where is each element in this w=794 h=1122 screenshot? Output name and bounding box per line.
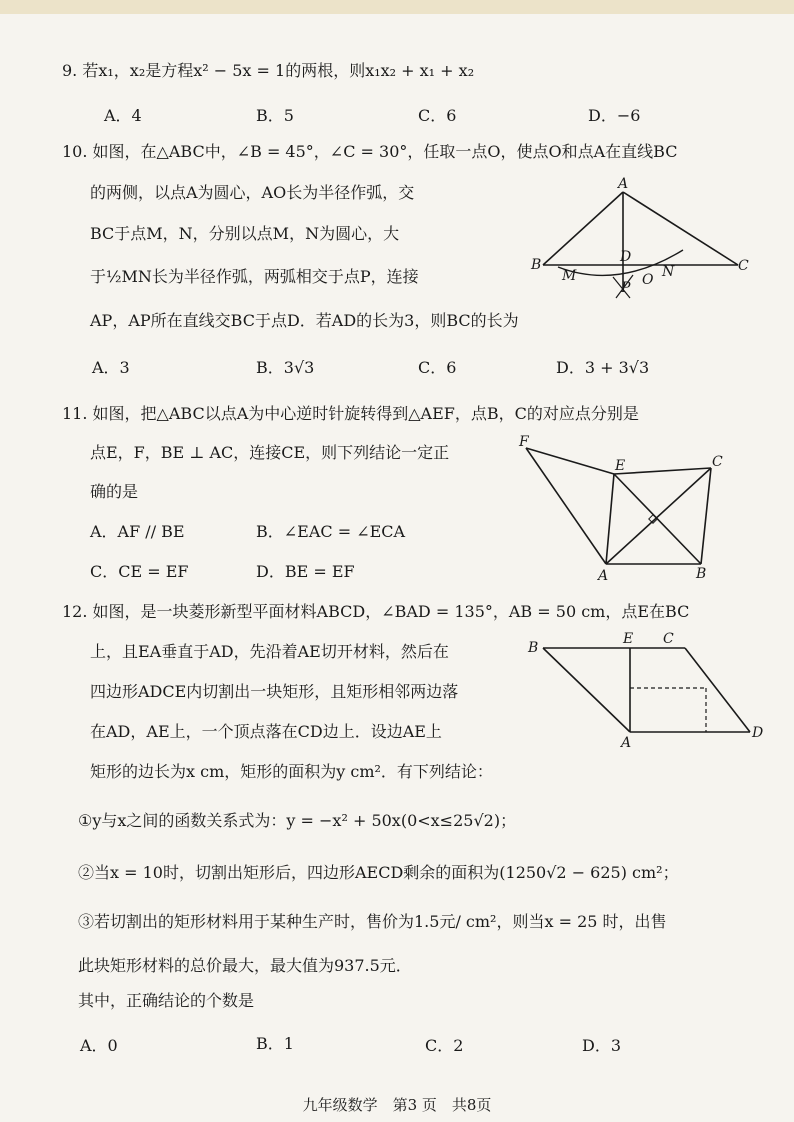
- q12-conclusion-2: ②当x = 10时，切割出矩形后，四边形AECD剩余的面积为(1250√2 − 625) cm²；: [78, 863, 679, 882]
- q12-stem-line4: 在AD，AE上，一个顶点落在CD边上．设边AE上: [90, 722, 442, 741]
- q10-stem-line4: 于½MN长为半径作弧，两弧相交于点P，连接: [90, 267, 419, 286]
- q11-stem-line2: 点E，F，BE ⊥ AC，连接CE，则下列结论一定正: [90, 443, 450, 462]
- q12-question: 其中，正确结论的个数是: [78, 991, 255, 1010]
- q11-option-b: B．∠EAC = ∠ECA: [256, 522, 406, 541]
- q12-option-a: A．0: [80, 1036, 118, 1055]
- q10-label-p: P: [621, 280, 631, 296]
- q9-stem: 9. 若x₁，x₂是方程x² − 5x = 1的两根，则x₁x₂ + x₁ + x₂: [62, 61, 475, 80]
- q12-stem-line5: 矩形的边长为x cm，矩形的面积为y cm²．有下列结论：: [90, 762, 493, 781]
- q12-option-d: D．3: [582, 1036, 622, 1055]
- q12-label-b: B: [528, 640, 539, 656]
- q11-label-a: A: [598, 568, 609, 584]
- q11-label-b: B: [696, 566, 707, 582]
- q11-figure: [516, 432, 728, 582]
- q12-stem-line2: 上，且EA垂直于AD，先沿着AE切开材料，然后在: [90, 642, 449, 661]
- q12-stem-line3: 四边形ADCE内切割出一块矩形，且矩形相邻两边落: [90, 682, 459, 701]
- q10-option-c: C．6: [418, 358, 457, 377]
- q10-stem-line5: AP，AP所在直线交BC于点D．若AD的长为3，则BC的长为: [90, 311, 519, 330]
- q11-label-c: C: [712, 454, 723, 470]
- q12-conclusion-1: ①y与x之间的函数关系式为：y = −x² + 50x(0<x≤25√2)；: [78, 811, 517, 830]
- q9-option-c: C．6: [418, 106, 457, 125]
- q11-option-a: A．AF // BE: [90, 522, 185, 541]
- q11-label-f: F: [519, 434, 529, 450]
- q10-stem-line2: 的两侧，以点A为圆心，AO长为半径作弧，交: [90, 183, 415, 202]
- scan-top-edge: [0, 0, 794, 14]
- q12-option-c: C．2: [425, 1036, 464, 1055]
- q9-option-d: D．−6: [588, 106, 641, 125]
- q12-label-c: C: [663, 631, 674, 647]
- q11-stem-line3: 确的是: [90, 482, 139, 501]
- q11-option-d: D．BE = EF: [256, 562, 355, 581]
- q10-figure: [528, 172, 758, 302]
- q10-option-b: B．3√3: [256, 358, 315, 377]
- q12-label-d: D: [752, 725, 764, 741]
- q9-option-b: B．5: [256, 106, 294, 125]
- q12-stem-line1: 12. 如图，是一块菱形新型平面材料ABCD，∠BAD = 135°，AB = 50 cm，点E在BC: [62, 602, 690, 621]
- q11-label-e: E: [615, 458, 626, 474]
- q10-option-d: D．3 + 3√3: [556, 358, 650, 377]
- q10-label-c: C: [738, 258, 749, 274]
- q11-stem-line1: 11. 如图，把△ABC以点A为中心逆时针旋转得到△AEF，点B，C的对应点分别是: [62, 404, 639, 423]
- q10-stem-line3: BC于点M，N，分别以点M，N为圆心，大: [90, 224, 400, 243]
- q10-option-a: A．3: [92, 358, 130, 377]
- q12-option-b: B．1: [256, 1034, 294, 1053]
- q12-conclusion-3: ③若切割出的矩形材料用于某种生产时，售价为1.5元/ cm²，则当x = 25 时，出售: [78, 912, 667, 931]
- q10-label-n: N: [662, 264, 675, 280]
- q12-figure: [528, 630, 768, 750]
- q9-option-a: A．4: [104, 106, 142, 125]
- q12-conclusion-3-cont: 此块矩形材料的总价最大，最大值为937.5元．: [78, 956, 412, 975]
- q12-label-a: A: [621, 735, 632, 751]
- q10-stem-line1: 10. 如图，在△ABC中，∠B = 45°，∠C = 30°，任取一点O，使点O和点A在直线BC: [62, 142, 678, 161]
- q11-option-c: C．CE = EF: [90, 562, 189, 581]
- q10-label-o: O: [642, 272, 654, 288]
- page-footer: 九年级数学 第3 页 共8页: [302, 1096, 492, 1114]
- q10-label-b: B: [531, 257, 542, 273]
- q10-label-a: A: [618, 176, 629, 192]
- q10-label-m: M: [562, 268, 577, 284]
- q10-label-d: D: [620, 249, 632, 265]
- q12-label-e: E: [623, 631, 634, 647]
